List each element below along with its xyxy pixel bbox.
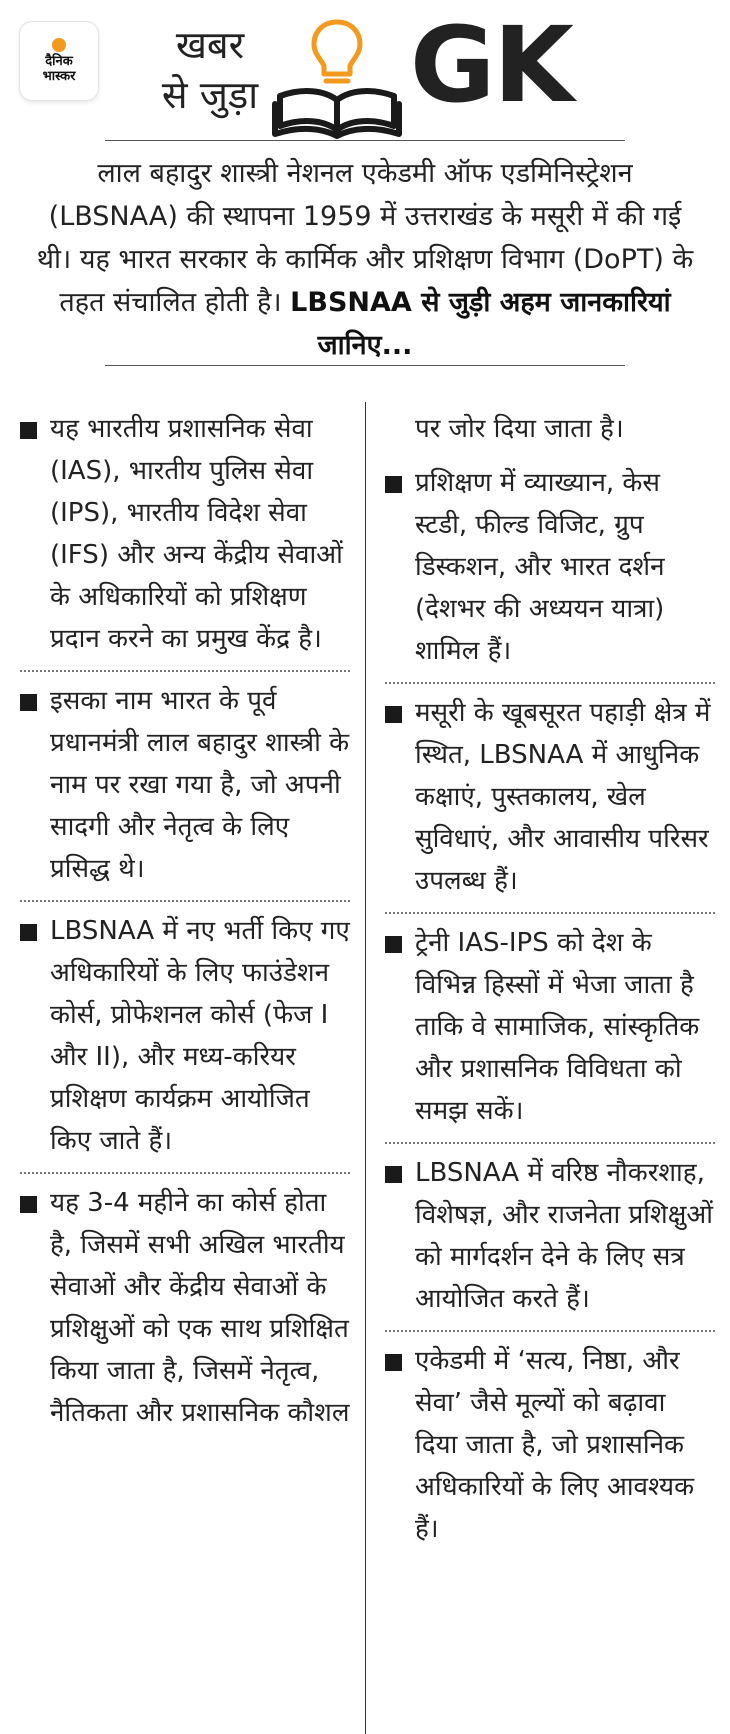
- list-item-text: LBSNAA में वरिष्ठ नौकरशाह, विशेषज्ञ, और राजनेता प्रशिक्षुओं को मार्गदर्शन देने के लिए सत्र आयोजित करते हैं।: [415, 1158, 713, 1314]
- intro-paragraph: [30, 152, 700, 367]
- tagline-line-1: खबर: [175, 23, 245, 67]
- square-bullet-icon: [385, 1354, 402, 1371]
- gk-title: GK: [410, 4, 572, 126]
- logo-dot-icon: [52, 38, 66, 52]
- dainik-bhaskar-logo[interactable]: [20, 22, 98, 100]
- column-divider: [365, 402, 366, 1734]
- header-rule: [105, 140, 625, 141]
- intro-text: लाल बहादुर शास्त्री नेशनल एकेडमी ऑफ एडमिनिस्ट्रेशन (LBSNAA) की स्थापना 1959 में उत्तराखंड के मसूरी में की गई थी। यह भारत सरकार के कार्मिक और प्रशिक्षण विभाग (DoPT) के तहत संचालित होती है।: [36, 158, 694, 318]
- left-column: [20, 402, 350, 1434]
- list-item-text: प्रशिक्षण में व्याख्यान, केस स्टडी, फील्ड विजिट, ग्रुप डिस्कशन, और भारत दर्शन (देशभर की अध्ययन यात्रा) शामिल हैं।: [415, 468, 665, 666]
- square-bullet-icon: [385, 706, 402, 723]
- right-column: [385, 402, 715, 1550]
- list-item: [385, 1332, 715, 1550]
- square-bullet-icon: [20, 422, 37, 439]
- list-item-text: मसूरी के खूबसूरत पहाड़ी क्षेत्र में स्थित, LBSNAA में आधुनिक कक्षाएं, पुस्तकालय, खेल सुविधाएं, और आवासीय परिसर उपलब्ध हैं।: [415, 698, 711, 896]
- list-item-text: एकेडमी में ‘सत्य, निष्ठा, और सेवा’ जैसे मूल्यों को बढ़ावा दिया जाता है, जो प्रशासनिक अधिकारियों के लिए आवश्यक हैं।: [415, 1346, 695, 1544]
- intro-highlight: LBSNAA से जुड़ी अहम जानकारियां जानिए...: [290, 287, 671, 361]
- list-item: [20, 1174, 350, 1434]
- logo-line-1: दैनिक: [45, 54, 73, 69]
- list-item: [385, 1144, 715, 1330]
- list-item-text: इसका नाम भारत के पूर्व प्रधानमंत्री लाल बहादुर शास्त्री के नाम पर रखा गया है, जो अपनी सादगी और नेतृत्व के लिए प्रसिद्ध थे।: [50, 686, 350, 884]
- header: [0, 0, 730, 140]
- list-item: [20, 402, 350, 670]
- list-item: [20, 902, 350, 1172]
- logo-line-2: भास्कर: [42, 69, 76, 84]
- list-item: [385, 914, 715, 1142]
- list-item-text: यह 3-4 महीने का कोर्स होता है, जिसमें सभी अखिल भारतीय सेवाओं और केंद्रीय सेवाओं के प्रशिक्षुओं को एक साथ प्रशिक्षित किया जाता है, जिसमें नेतृत्व, नैतिकता और प्रशासनिक कौशल: [50, 1188, 350, 1428]
- square-bullet-icon: [385, 1166, 402, 1183]
- tagline-line-2: से जुड़ा: [161, 73, 259, 117]
- list-item-text: यह भारतीय प्रशासनिक सेवा (IAS), भारतीय पुलिस सेवा (IPS), भारतीय विदेश सेवा (IFS) और अन्य केंद्रीय सेवाओं के अधिकारियों को प्रशिक्षण प्रदान करने का प्रमुख केंद्र है।: [50, 414, 343, 654]
- list-item-text: ट्रेनी IAS-IPS को देश के विभिन्न हिस्सों में भेजा जाता है ताकि वे सामाजिक, सांस्कृतिक और प्रशासनिक विविधता को समझ सकें।: [415, 928, 700, 1126]
- square-bullet-icon: [20, 1196, 37, 1213]
- square-bullet-icon: [20, 694, 37, 711]
- continued-text: पर जोर दिया जाता है।: [415, 414, 624, 444]
- intro-rule: [105, 365, 625, 366]
- lightbulb-book-icon: [272, 14, 402, 139]
- square-bullet-icon: [385, 476, 402, 493]
- list-item: [20, 672, 350, 900]
- list-item: [385, 684, 715, 912]
- square-bullet-icon: [20, 924, 37, 941]
- list-item: [385, 462, 715, 682]
- tagline: [150, 20, 270, 120]
- square-bullet-icon: [385, 936, 402, 953]
- list-item-text: LBSNAA में नए भर्ती किए गए अधिकारियों के लिए फाउंडेशन कोर्स, प्रोफेशनल कोर्स (फेज I और II), और मध्य-करियर प्रशिक्षण कार्यक्रम आयोजित किए जाते हैं।: [50, 916, 350, 1156]
